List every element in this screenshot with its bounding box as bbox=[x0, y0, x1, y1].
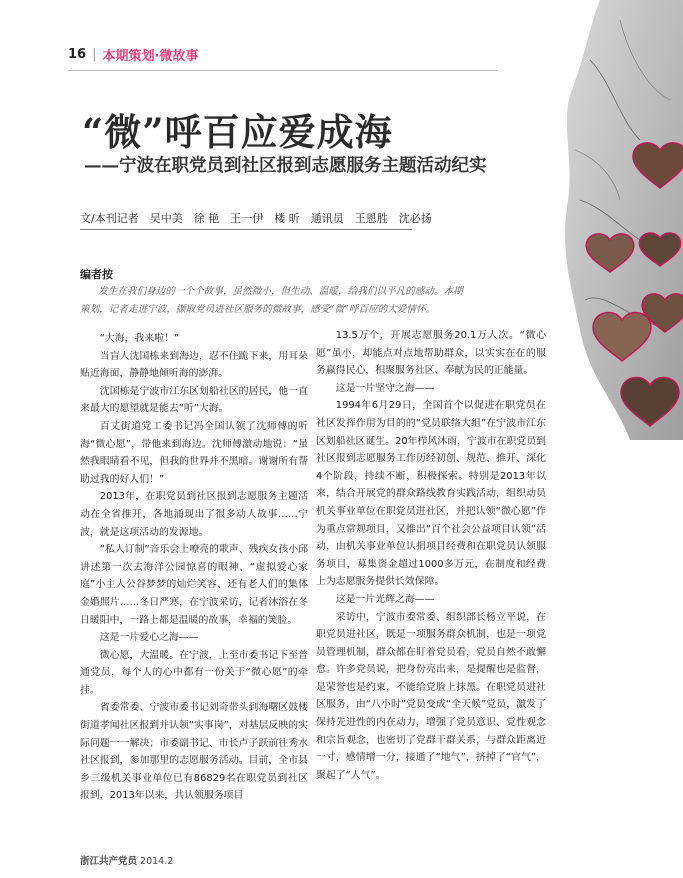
paragraph: 这是一片光辉之海—— bbox=[335, 593, 435, 605]
body-column-left bbox=[80, 330, 308, 805]
body-column-right bbox=[316, 327, 546, 784]
magazine-name: 浙江共产党员 bbox=[80, 856, 138, 867]
editor-note-label: 编者按 bbox=[80, 268, 113, 281]
paragraph: “私人订制”音乐会上嘹亮的歌声、残疾女孩小邱讲述第一次去海洋公园惊喜的眼神、“虚拟爱心家庭”小主人公谷梦梦的灿烂笑容、还有老人们的集体金婚照片……冬日严寒，在宁波采访，记者沐浴在冬日暖阳中，一路上都是温暖的故事，幸福的笑脸。 bbox=[80, 544, 308, 626]
article-title: “微”呼百应爱成海 bbox=[82, 110, 393, 154]
paragraph: 1994年6月29日，全国首个以促进在职党员在社区发挥作用为目的的“党员联络大组”在宁波市江东区划船社区诞生。20年栉风沐雨，宁波市在职党员到社区报到志愿服务工作历经初创、规范、推开、深化4个阶段，持续不断，积极探索。特别是2013年以来，结合开展党的群众路线教育实践活动，组织动员机关事业单位在职党员进社区，并把认领“微心愿”作为重点常规项目，又推出“百个社会公益项目认领”活动，由机关事业单位认捐项目经费和在职党员认领服务项目，募集资金超过1000多万元，在制度和经费上为志愿服务提供长效保障。 bbox=[316, 400, 546, 588]
page-number: 16 bbox=[68, 46, 87, 62]
paragraph: 省委常委、宁波市委书记刘奇带头到海曙区鼓楼街道孝闻社区报到并认领“实事岗”，对基层反映的实际问题一一解决；市委副书记、市长卢子跃前往秀水社区报到，参加那里的志愿服务活动。目前，全市县乡三级机关事业单位已有86829名在职党员到社区报到，2013年以来，共认领服务项目 bbox=[80, 702, 308, 802]
paragraph: 百丈街道党工委书记冯全国认领了沈师傅的听海“微心愿”，带他来到海边。沈师傅激动地说：“虽然我眼睛看不见，但我的世界并不黑暗。谢谢所有帮助过我的好人们！” bbox=[80, 420, 308, 485]
paragraph: 沈国栋是宁波市江东区划船社区的居民，他一直来最大的愿望就是能去“听”大海。 bbox=[80, 385, 308, 415]
paragraph: 这是一片爱心之海—— bbox=[99, 632, 199, 644]
paragraph: 2013年，在职党员到社区报到志愿服务主题活动在全省推开，各地涌现出了很多动人故事……宁波，就是这项活动的发源地。 bbox=[80, 491, 308, 538]
page-footer bbox=[80, 853, 173, 867]
header-divider bbox=[68, 70, 498, 71]
paragraph: 微心愿，大温暖。在宁波，上至市委书记下至普通党员，每个人的心中都有一份关于“微心愿”的牵挂。 bbox=[80, 649, 308, 696]
byline-divider bbox=[80, 229, 412, 230]
map-photo-collage bbox=[560, 0, 683, 440]
paragraph: 当盲人沈国栋来到海边，忍不住跪下来，用耳朵贴近海面，静静地倾听海的澎湃。 bbox=[80, 350, 308, 380]
article-subtitle: ——宁波在职党员到社区报到志愿服务主题活动纪实 bbox=[84, 156, 487, 176]
header-separator: | bbox=[92, 46, 97, 62]
page-header bbox=[68, 44, 198, 64]
map-shape bbox=[565, 0, 683, 440]
paragraph: “大海，我来啦！” bbox=[99, 333, 180, 344]
byline: 文/本刊记者 吴中美 徐 艳 王一伊 楼 昕 通讯员 王恩胜 沈必扬 bbox=[80, 212, 432, 225]
paragraph: 13.5万个，开展志愿服务20.1万人次。“微心愿”虽小，却能点对点地帮助群众，以实实在在的服务赢得民心，积聚服务社区、奉献为民的正能量。 bbox=[316, 330, 546, 377]
section-label: 本期策划·微故事 bbox=[102, 48, 199, 64]
issue-number: 2014.2 bbox=[140, 856, 174, 867]
paragraph: 采访中，宁波市委常委、组织部长杨立平说，在职党员进社区，既是一项服务群众机制，也是一项党员管理机制，群众都在盯着党员看，党员自然不敢懈怠。许多党员说，把身份亮出来，是提醒也是监督，是荣誉也是约束，不能给党脸上抹黑。在职党员进社区服务，由“八小时”党员变成“全天候”党员，激发了保持先进性的内在动力，增强了党员意识、党性观念和宗旨观念，也密切了党群干群关系，与群众距离近一寸，感情增一分，接通了“地气”，挤掉了“官气”，聚起了“人气”。 bbox=[316, 611, 546, 781]
editor-note-text: 发生在我们身边的一个个故事，虽然微小，但生动、温暖，给我们以平凡的感动。本期策划，记者走进宁波，撷取党员进社区服务的微故事，感受“微”呼百应的大爱情怀。 bbox=[80, 286, 463, 315]
paragraph: 这是一片坚守之海—— bbox=[335, 382, 435, 394]
